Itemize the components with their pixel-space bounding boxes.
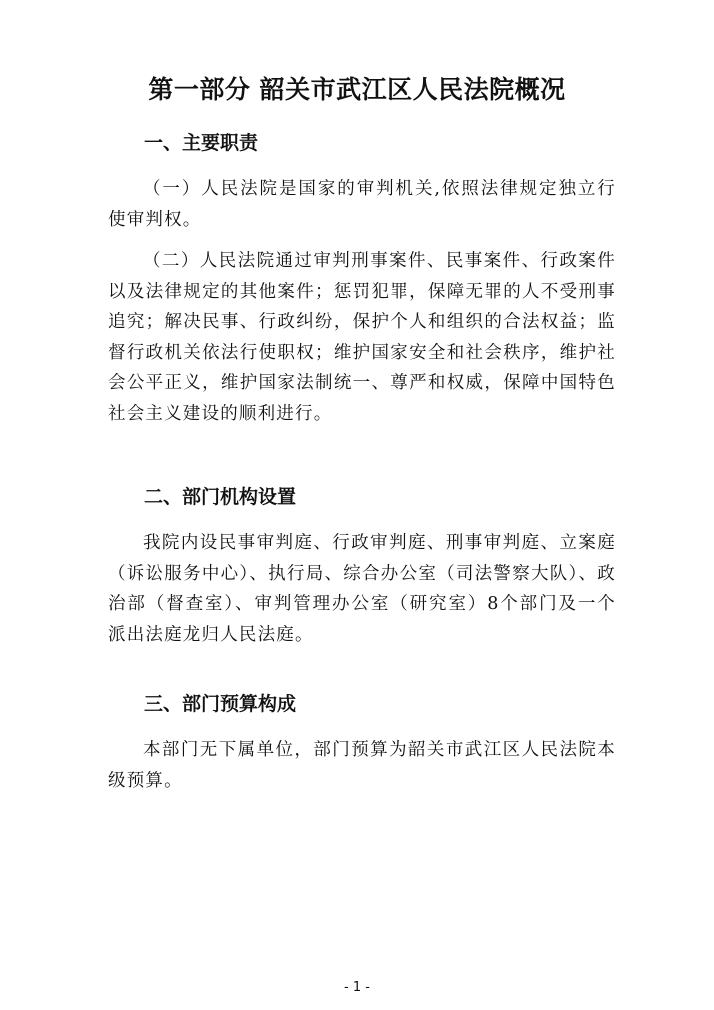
paragraph-budget-composition: 本部门无下属单位，部门预算为韶关市武江区人民法院本级预算。 — [108, 740, 616, 791]
page-number: - 1 - — [344, 980, 370, 995]
paragraph-duty-2: （二）人民法院通过审判刑事案件、民事案件、行政案件以及法律规定的其他案件；惩罚犯罪，保障无罪的人不受刑事追究；解决民事、行政纠纷，保护个人和组织的合法权益；监督行政机关依法行使职权；维护国家安全和社会秩序，维护社会公平正义，维护国家法制统一、尊严和权威，保障中国特色社会主义建设的顺利进行。 — [108, 251, 616, 424]
section-heading-budget-composition: 三、部门预算构成 — [144, 693, 297, 715]
paragraph-org-structure: 我院内设民事审判庭、行政审判庭、刑事审判庭、立案庭（诉讼服务中心）、执行局、综合办公室（司法警察大队）、政治部（督查室）、审判管理办公室（研究室）8个部门及一个派出法庭龙归人民法庭。 — [108, 533, 616, 645]
section-heading-main-duties: 一、主要职责 — [144, 132, 259, 154]
section-heading-org-structure: 二、部门机构设置 — [144, 486, 297, 508]
paragraph-duty-1: （一）人民法院是国家的审判机关,依照法律规定独立行使审判权。 — [108, 179, 616, 230]
page-title: 第一部分 韶关市武江区人民法院概况 — [148, 75, 566, 104]
